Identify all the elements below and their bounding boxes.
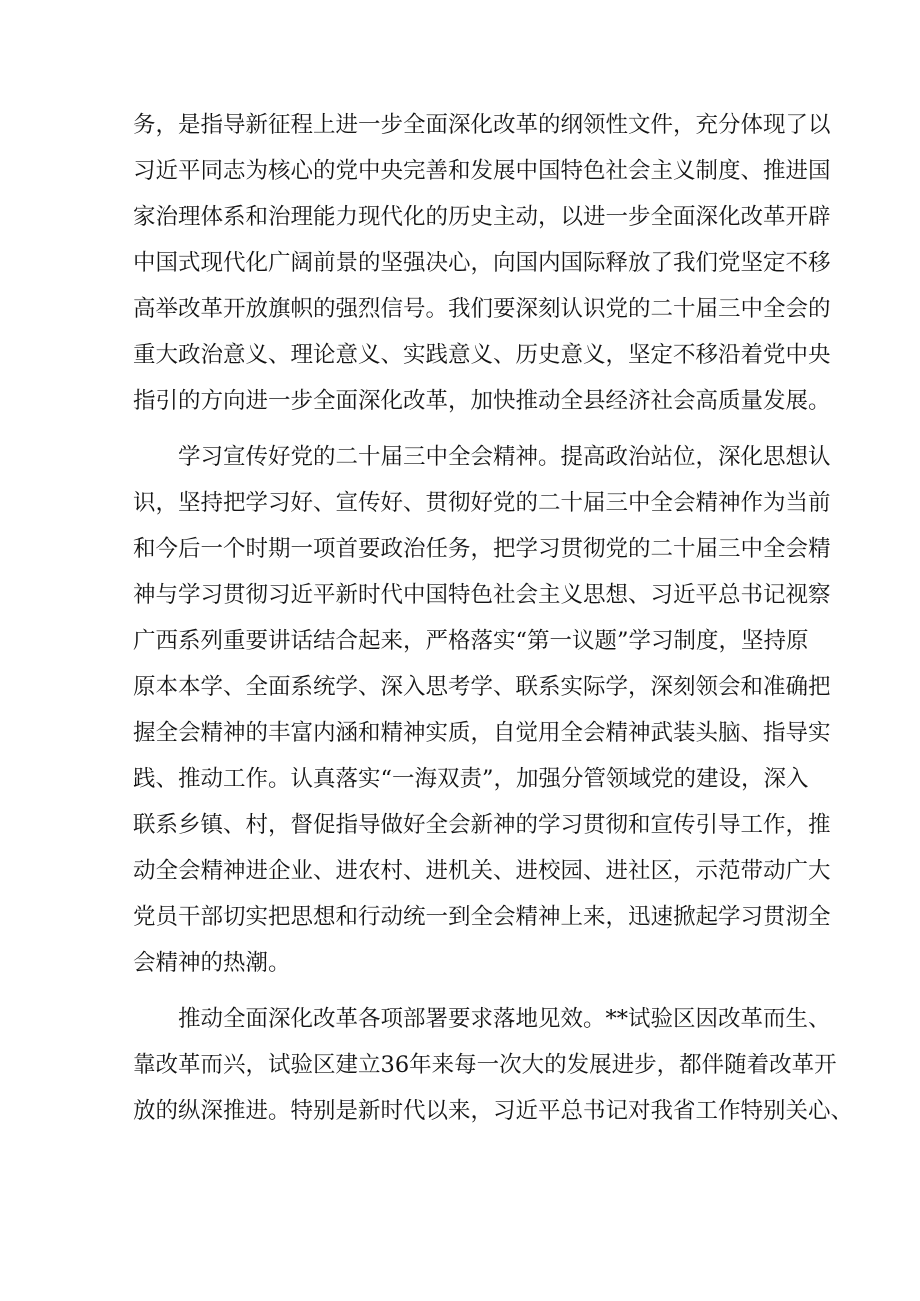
paragraph-line: 识，坚持把学习好、宣传好、贯彻好党的二十届三中全会精神作为当前 [133, 490, 831, 516]
paragraph-line: 家治理体系和治理能力现代化的历史主动，以进一步全面深化改革开辟 [133, 204, 831, 230]
paragraph-line: 广西系列重要讲话结合起来，严格落实“第一议题”学习制度，坚持原 [133, 628, 809, 654]
paragraph-line: 重大政治意义、理论意义、实践意义、历史意义，坚定不移沿着党中央 [133, 342, 831, 368]
paragraph-line: 高举改革开放旗帜的强烈信号。我们要深刻认识党的二十届三中全会的 [133, 296, 831, 322]
paragraph-2 [133, 434, 831, 986]
paragraph-line: 原本本学、全面系统学、深入思考学、联系实际学，深刻领会和准确把 [133, 674, 831, 700]
paragraph-line: 动全会精神进企业、进农村、进机关、进校园、进社区，示范带动广大 [133, 858, 831, 884]
paragraph-line: 指引的方向进一步全面深化改革，加快推动全县经济社会高质量发展。 [133, 388, 831, 414]
paragraph-1 [133, 102, 831, 424]
paragraph-line: 靠改革而兴，试验区建立36年来每一次大的发展进步，都伴随着改革开 [133, 1052, 837, 1078]
paragraph-line: 联系乡镇、村，督促指导做好全会新神的学习贯彻和宣传引导工作，推 [133, 812, 831, 838]
paragraph-line: 学习宣传好党的二十届三中全会精神。提高政治站位，深化思想认 [178, 444, 831, 470]
paragraph-line: 党员干部切实把思想和行动统一到全会精神上来，迅速掀起学习贯沏全 [133, 904, 831, 930]
paragraph-line: 和今后一个时期一项首要政治任务，把学习贯彻党的二十届三中全会精 [133, 536, 831, 562]
paragraph-line: 习近平同志为核心的党中央完善和发展中国特色社会主义制度、推进国 [133, 158, 831, 184]
paragraph-line: 握全会精神的丰富内涵和精神实质，自觉用全会精神武装头脑、指导实 [133, 720, 831, 746]
paragraph-line: 践、推动工作。认真落实“一海双责”，加强分管领域党的建设，深入 [133, 766, 809, 792]
document-body [133, 102, 854, 1134]
paragraph-line: 务，是指导新征程上进一步全面深化改革的纲领性文件，充分体现了以 [133, 112, 831, 138]
paragraph-3 [133, 996, 854, 1134]
paragraph-line: 推动全面深化改革各项部署要求落地见效。**试验区因改革而生、 [178, 1006, 831, 1032]
paragraph-line: 放的纵深推进。特别是新时代以来，习近平总书记对我省工作特别关心、 [133, 1098, 854, 1124]
paragraph-line: 神与学习贯彻习近平新时代中国特色社会主义思想、习近平总书记视察 [133, 582, 831, 608]
paragraph-line: 会精神的热潮。 [133, 950, 291, 976]
paragraph-line: 中国式现代化广阔前景的坚强决心，向国内国际释放了我们党坚定不移 [133, 250, 831, 276]
